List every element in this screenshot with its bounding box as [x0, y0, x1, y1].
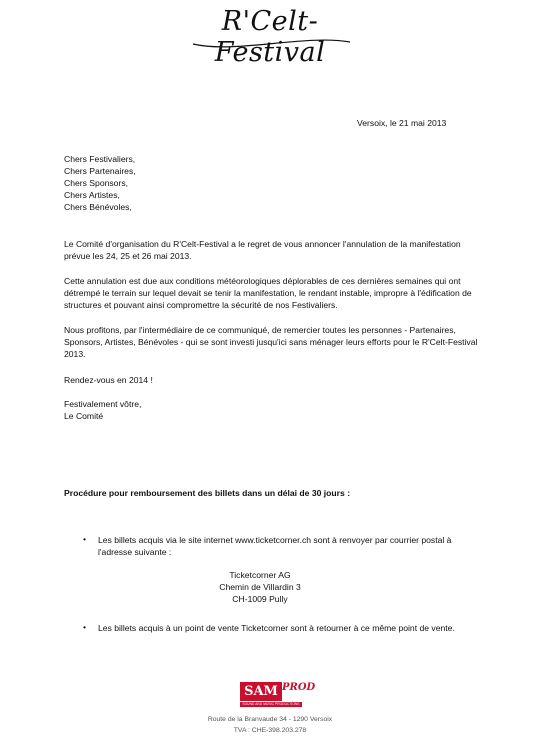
salutation-partenaires: Chers Partenaires,: [64, 166, 136, 176]
salutation-benevoles: Chers Bénévoles,: [64, 202, 132, 212]
salutation-list: [64, 153, 136, 213]
procedure-item-point-of-sale: Les billets acquis à un point de vente Ticketcorner sont à retourner à ce même point de vente.: [98, 623, 455, 633]
paragraph-rendezvous: Rendez-vous en 2014 !: [64, 375, 153, 385]
closing-greeting: Festivalement vôtre,: [64, 399, 142, 409]
procedure-heading: Procédure pour remboursement des billets dans un délai de 30 jours :: [64, 488, 351, 498]
address-company: Ticketcorner AG: [229, 570, 291, 580]
bullet-icon: •: [83, 622, 87, 632]
paragraph-thanks: Nous profitons, par l'intermédiaire de ce communiqué, de remercier toutes les personnes - Partenaires, Sponsors, Artistes, Bénévoles - qui se sont investi jusqu'ici sans ménager leurs efforts pour le R'Celt-Festival 2013.: [64, 325, 478, 359]
bullet-icon: •: [83, 534, 87, 544]
procedure-item-online: Les billets acquis via le site internet www.ticketcorner.ch sont à renvoyer par courrier postal à l'adresse suivante :: [98, 535, 452, 557]
footer-vat: TVA : CHE-398.203.278: [233, 727, 307, 734]
salutation-sponsors: Chers Sponsors,: [64, 178, 129, 188]
address-street: Chemin de Villardin 3: [219, 582, 301, 592]
festival-logo-text: R'Celt-Festival: [214, 6, 326, 68]
address-city: CH-1009 Pully: [232, 594, 288, 604]
footer-address: Route de la Branvaude 34 - 1290 Versoix: [207, 716, 333, 723]
letter-date: Versoix, le 21 mai 2013: [357, 118, 447, 128]
sam-prod-logo-suffix: PROD: [282, 682, 316, 693]
sam-prod-logo-main: SAM: [240, 682, 282, 701]
paragraph-reason: Cette annulation est due aux conditions météorologiques déplorables de ces dernières semaines qui ont détrempé le terrain sur lequel devait se tenir la manifestation, le rendant instable, impropre à l'édification de structures et pouvant ainsi compromettre la sécurité de nos Festivaliers.: [64, 276, 472, 310]
postal-address: [200, 569, 320, 605]
sam-prod-logo: [240, 682, 316, 708]
logo-swoosh-icon: [185, 36, 355, 52]
festival-logo: [185, 6, 355, 68]
paragraph-cancellation: Le Comité d'organisation du R'Celt-Festival a le regret de vous annoncer l'annulation de la manifestation prévue les 24, 25 et 26 mai 2013.: [64, 239, 461, 261]
salutation-artistes: Chers Artistes,: [64, 190, 120, 200]
sam-prod-logo-tagline: SOUND AND MUSIC PRODUCTIONS: [240, 702, 302, 707]
salutation-festivaliers: Chers Festivaliers,: [64, 154, 136, 164]
closing-signature: Le Comité: [64, 411, 104, 421]
